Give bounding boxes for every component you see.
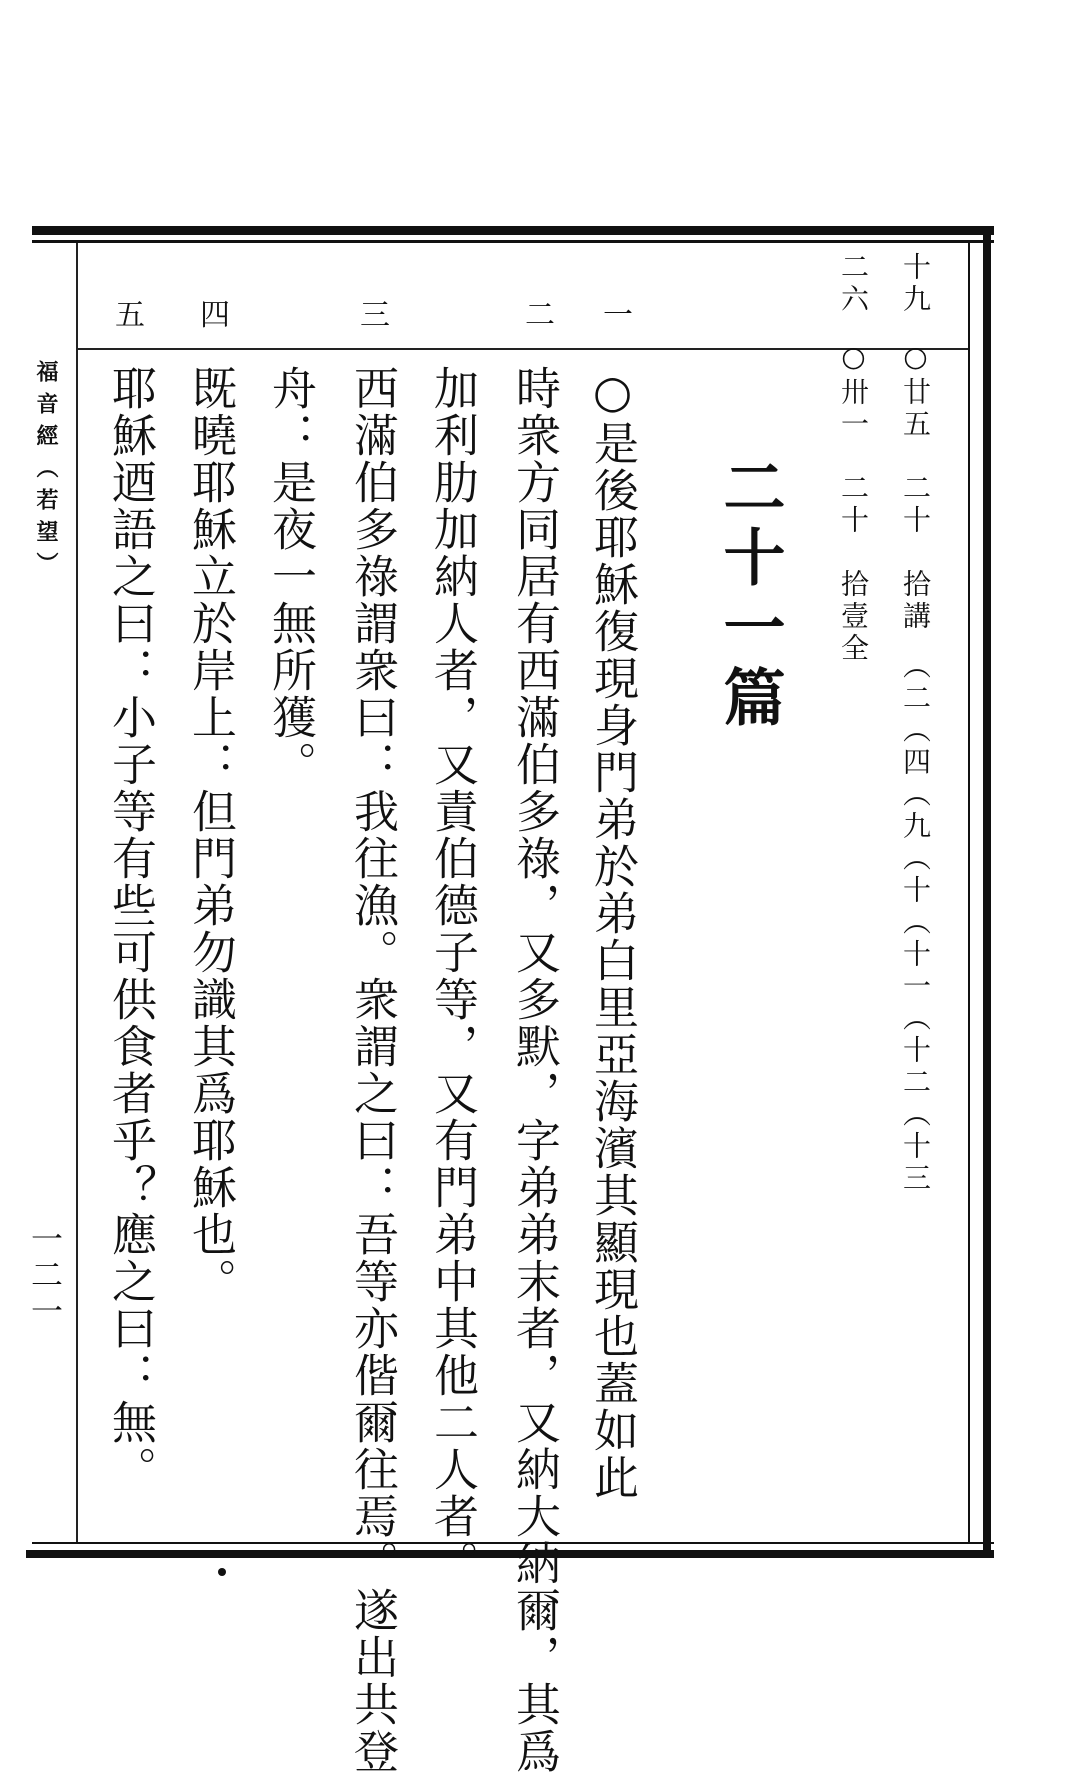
text-column-6: 既曉耶穌立於岸上：但門弟勿識其爲耶穌也。 [184,365,237,1305]
verse-number-4: 四 [200,298,230,333]
verse-number-5: 五 [115,298,145,333]
reference-header-2: 二六 [837,252,870,316]
page-number: 一二一 [26,1222,64,1330]
right-border [983,230,991,1555]
text-column-1: ○是後耶穌復現身門弟於弟白里亞海濱其顯現也蓋如此 [586,365,639,1501]
left-border [76,243,78,1543]
top-border-inner [32,240,994,243]
text-column-7: 耶穌迺語之曰：小子等有些可供食者乎？應之曰：無。 [104,365,157,1493]
verse-number-1: 一 [603,298,633,333]
running-header: 福音經（若望） [33,360,59,584]
verse-number-2: 二 [525,298,555,333]
verse-number-3: 三 [360,298,390,333]
reference-column-1: ○廿五 二十 拾講 （二（四（九（十（十一（十二（十三 [899,340,932,1195]
ink-dot [218,1568,226,1576]
right-border-inner [968,243,970,1543]
reference-column-2: ○卅一 二十 拾壹全 [837,340,870,665]
chapter-title: 二十一篇 [713,455,786,735]
text-column-4: 西滿伯多祿謂衆曰：我往漁。衆謂之曰：吾等亦偕爾往焉。遂出共登 [346,365,399,1775]
text-column-2: 時衆方同居有西滿伯多祿，又多默，字弟弟末者，又納大納爾，其爲 [508,365,561,1775]
text-column-5: 舟：是夜一無所獲。 [264,365,317,788]
top-border [32,226,994,235]
text-column-3: 加利肋加納人者，又責伯德子等，又有門弟中其他二人者。 [426,365,479,1587]
reference-header-1: 十九 [899,252,932,316]
